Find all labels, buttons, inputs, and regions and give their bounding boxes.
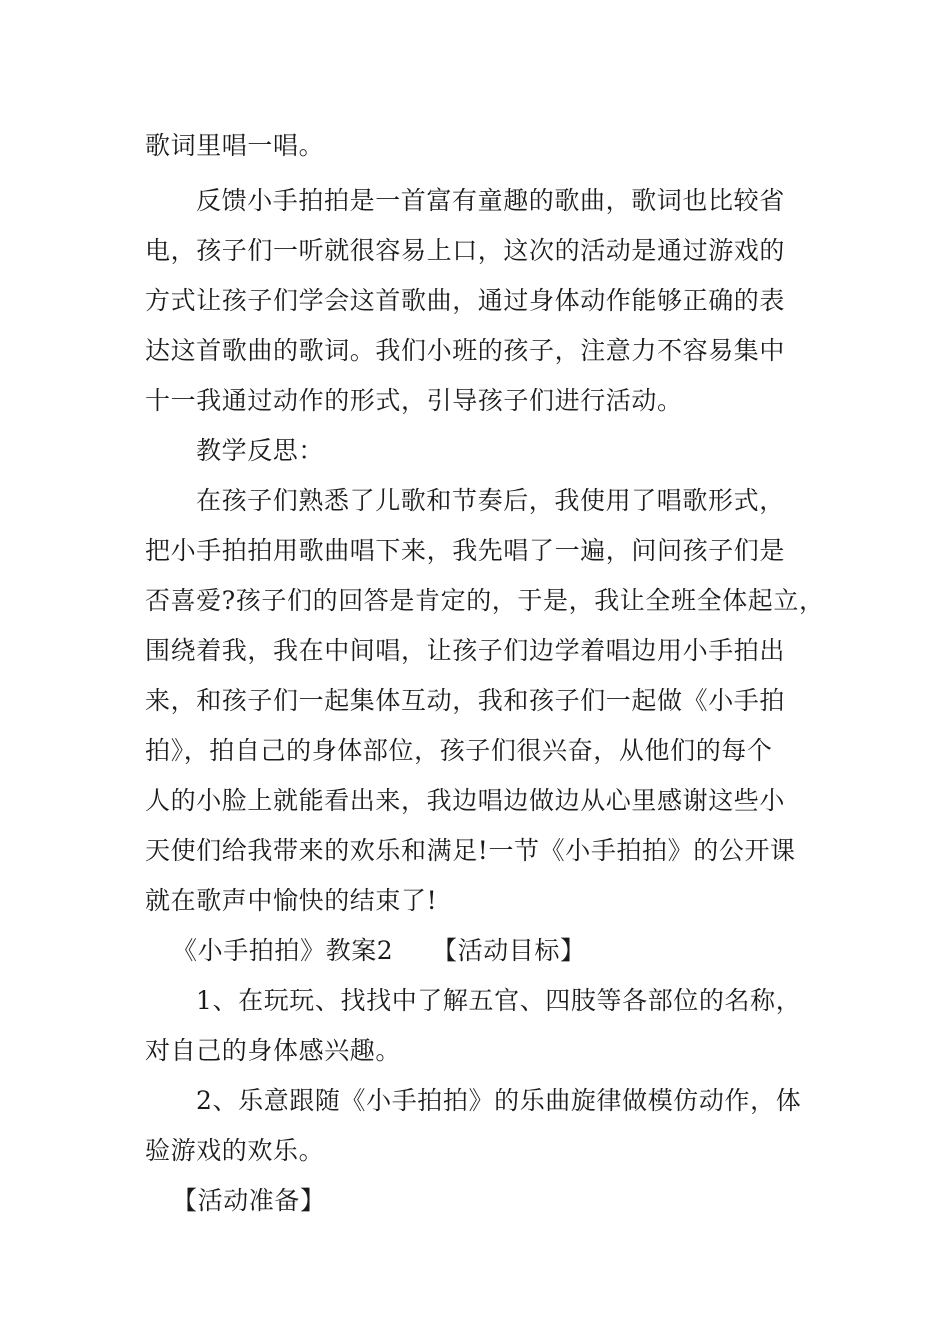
list-item: 2、乐意跟随《小手拍拍》的乐曲旋律做模仿动作，体: [196, 1086, 802, 1115]
paragraph-line: 拍》，拍自己的身体部位，孩子们很兴奋，从他们的每个: [145, 736, 773, 765]
paragraph-line: 在孩子们熟悉了儿歌和节奏后，我使用了唱歌形式，: [196, 486, 785, 515]
lesson-title: 《小手拍拍》教案2 【活动目标】: [172, 936, 586, 965]
paragraph-line: 否喜爱?孩子们的回答是肯定的，于是，我让全班全体起立，: [145, 586, 825, 615]
list-item-continuation: 对自己的身体感兴趣。: [145, 1036, 402, 1065]
paragraph-line: 方式让孩子们学会这首歌曲，通过身体动作能够正确的表: [145, 286, 786, 315]
paragraph-line: 人的小脸上就能看出来，我边唱边做边从心里感谢这些小: [145, 786, 786, 815]
paragraph-line: 歌词里唱一唱。: [145, 131, 325, 160]
paragraph-line: 围绕着我，我在中间唱，让孩子们边学着唱边用小手拍出: [145, 636, 786, 665]
list-item: 1、在玩玩、找找中了解五官、四肢等各部位的名称，: [196, 986, 802, 1015]
paragraph-line: 来，和孩子们一起集体互动，我和孩子们一起做《小手拍: [145, 686, 786, 715]
list-item-continuation: 验游戏的欢乐。: [145, 1136, 325, 1165]
paragraph-line: 达这首歌曲的歌词。我们小班的孩子，注意力不容易集中: [145, 336, 786, 365]
paragraph-line: 十一我通过动作的形式，引导孩子们进行活动。: [145, 386, 683, 415]
paragraph-line: 就在歌声中愉快的结束了!: [145, 886, 438, 915]
paragraph-line: 电，孩子们一听就很容易上口，这次的活动是通过游戏的: [145, 236, 786, 265]
section-heading: 【活动准备】: [172, 1186, 326, 1215]
paragraph-line: 把小手拍拍用歌曲唱下来，我先唱了一遍，问问孩子们是: [145, 536, 786, 565]
section-heading: 教学反思：: [196, 436, 325, 465]
paragraph-line: 反馈小手拍拍是一首富有童趣的歌曲，歌词也比较省: [196, 186, 785, 215]
paragraph-line: 天使们给我带来的欢乐和满足!一节《小手拍拍》的公开课: [145, 836, 796, 865]
